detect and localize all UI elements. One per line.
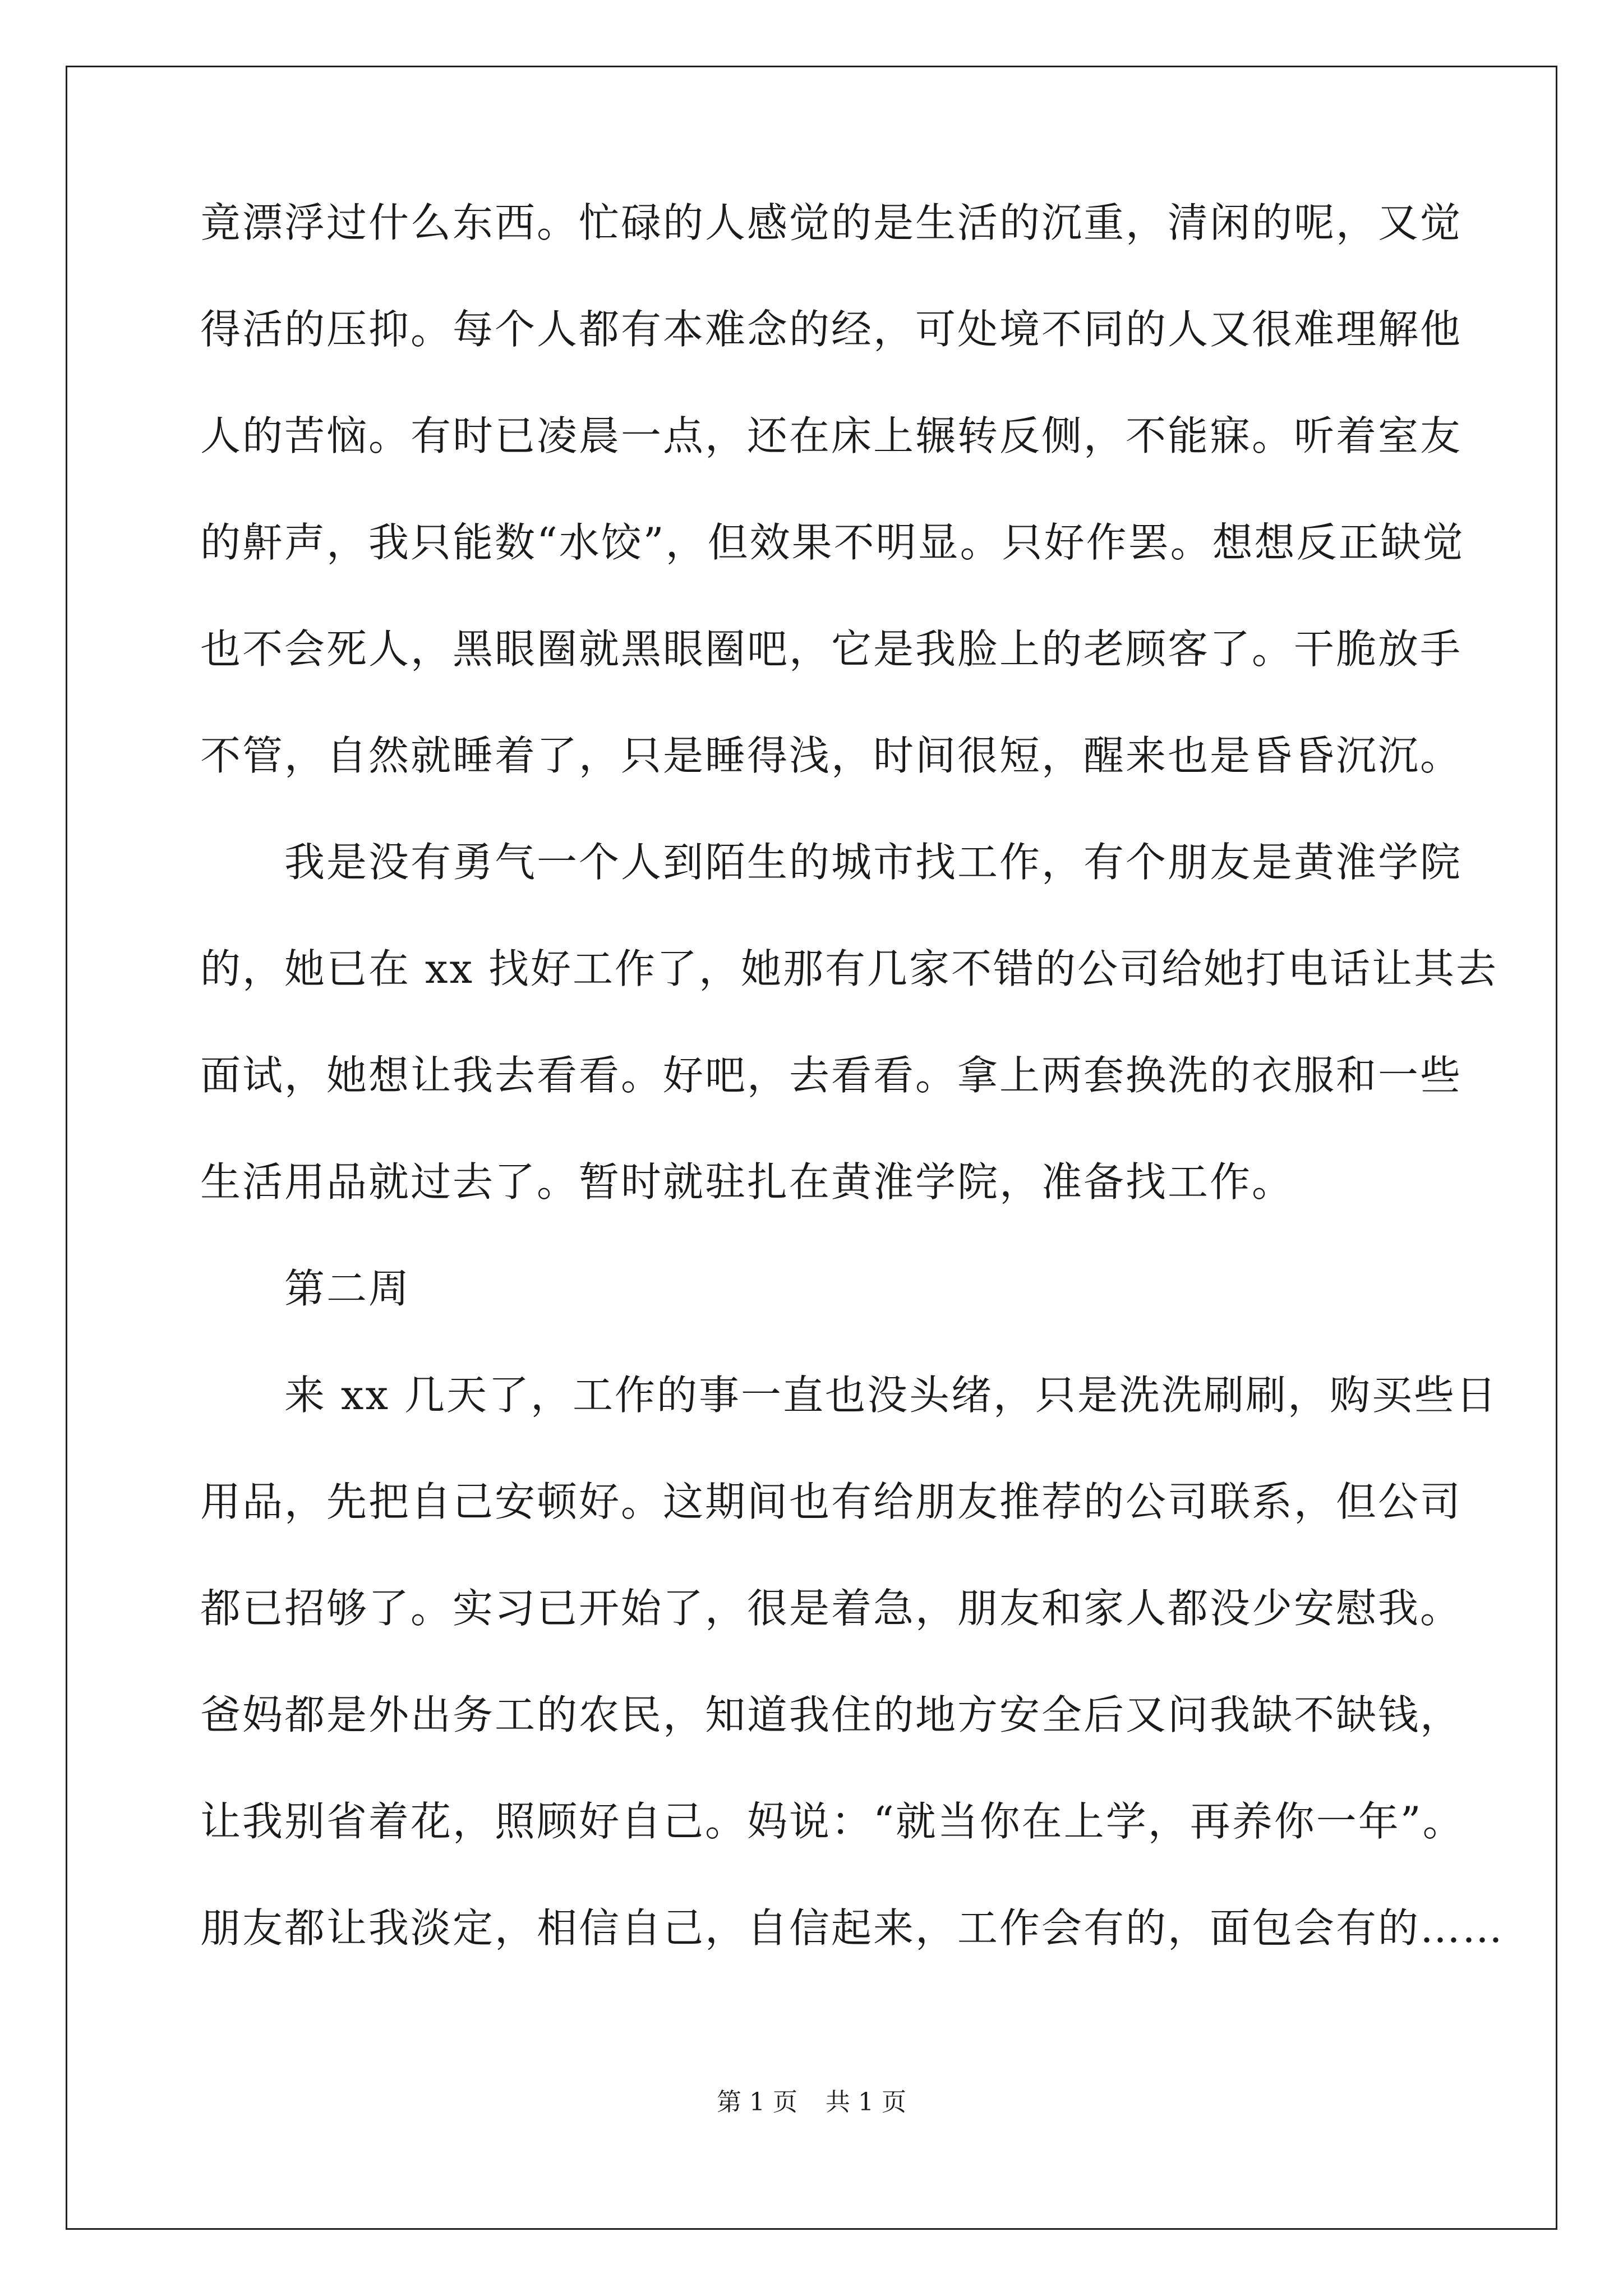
page-total: 共 1 页 bbox=[826, 2088, 906, 2116]
text-line: 爸妈都是外出务工的农民，知道我住的地方安全后又问我缺不缺钱， bbox=[200, 1691, 1463, 1738]
text-line: 人的苦恼。有时已凌晨一点，还在床上辗转反侧，不能寐。听着室友 bbox=[200, 412, 1463, 459]
text-line: 用品，先把自己安顿好。这期间也有给朋友推荐的公司联系，但公司 bbox=[200, 1478, 1463, 1525]
text-line: 让我别省着花，照顾好自己。妈说：“就当你在上学，再养你一年”。 bbox=[200, 1798, 1465, 1845]
section-heading: 第二周 bbox=[284, 1265, 411, 1312]
text-line: 也不会死人，黑眼圈就黑眼圈吧，它是我脸上的老顾客了。干脆放手 bbox=[200, 625, 1463, 673]
text-line: 得活的压抑。每个人都有本难念的经，可处境不同的人又很难理解他 bbox=[200, 306, 1463, 353]
page-footer bbox=[0, 2086, 1623, 2119]
text-line: 不管，自然就睡着了，只是睡得浅，时间很短，醒来也是昏昏沉沉。 bbox=[200, 732, 1463, 779]
text-line: 的，她已在 xx 找好工作了，她那有几家不错的公司给她打电话让其去 bbox=[200, 945, 1498, 992]
text-line: 来 xx 几天了，工作的事一直也没头绪，只是洗洗刷刷，购买些日 bbox=[284, 1372, 1498, 1419]
text-line: 的鼾声，我只能数“水饺”，但效果不明显。只好作罢。想想反正缺觉 bbox=[200, 519, 1465, 566]
text-line: 朋友都让我淡定，相信自己，自信起来，工作会有的，面包会有的…… bbox=[200, 1904, 1505, 1952]
text-line: 竟漂浮过什么东西。忙碌的人感觉的是生活的沉重，清闲的呢，又觉 bbox=[200, 199, 1463, 246]
text-line: 面试，她想让我去看看。好吧，去看看。拿上两套换洗的衣服和一些 bbox=[200, 1052, 1463, 1099]
text-line: 生活用品就过去了。暂时就驻扎在黄淮学院，准备找工作。 bbox=[200, 1158, 1294, 1205]
text-line: 我是没有勇气一个人到陌生的城市找工作，有个朋友是黄淮学院 bbox=[284, 839, 1463, 886]
text-line: 都已招够了。实习已开始了，很是着急，朋友和家人都没少安慰我。 bbox=[200, 1585, 1463, 1632]
page-number: 第 1 页 bbox=[717, 2088, 797, 2116]
